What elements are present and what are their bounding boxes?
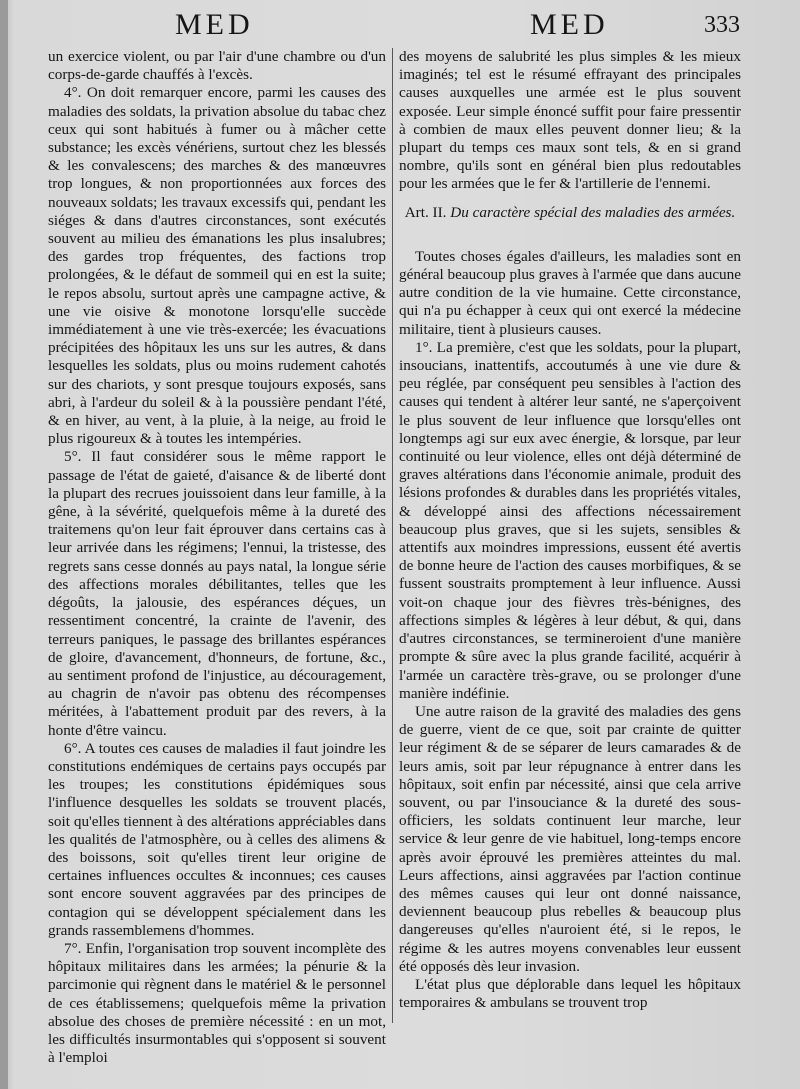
paragraph: L'état plus que déplorable dans lequel les hôpitaux temporaires & ambulans se trouvent trop (399, 975, 741, 1012)
running-head-left: MED (175, 8, 254, 41)
right-column (399, 48, 741, 1012)
binding-edge (0, 0, 8, 1089)
paragraph: 4°. On doit remarquer encore, parmi les causes des maladies des soldats, la privation absolue du tabac chez ceux qui sont habitués à fumer ou à mâcher cette substance; les excès vénériens, surtout chez les blessés & les convalescens; des marches & des manœuvres trop longues, & non proportionnées aux forces des nouveaux soldats; les travaux excessifs qui, pendant les siéges & dans d'autres circonstances, sont exécutés souvent au milieu des émanations les plus insalubres; des gardes trop fréquentes, des factions trop prolongées, & le défaut de sommeil qui en est la suite; le repos absolu, surtout après une campagne active, & une vie oisive & monotone lorsqu'elle succède immédiatement à une vie très-exercée; les évacuations précipitées des hôpitaux les uns sur les autres, & dans lesquelles les soldats, plus ou moins rudement cahotés sur des chariots, y sont presque toujours exposés, sans abri, à l'ardeur du soleil & à la poussière pendant l'été, & en hiver, au vent, à la pluie, à la neige, au froid le plus rigoureux & à toutes les intempéries. (48, 84, 386, 448)
paragraph: Toutes choses égales d'ailleurs, les maladies sont en général beaucoup plus graves à l'armée que dans aucune autre condition de la vie humaine. Cette circonstance, qui n'a pu échapper à ceux qui ont exercé la médecine militaire, tient à plusieurs causes. (399, 247, 741, 338)
article-label: Art. II. (404, 203, 447, 221)
article-title: Du caractère spécial des maladies des armées. (450, 203, 736, 221)
paragraph: 7°. Enfin, l'organisation trop souvent incomplète des hôpitaux militaires dans les armées; la pénurie & la parcimonie qui règnent dans le matériel & le personnel de ces établissemens; quelquefois même la privation absolue des choses de première nécessité : en un mot, les difficultés insurmontables qui s'opposent si souvent à l'emploi (48, 939, 386, 1067)
left-column (48, 48, 386, 1067)
running-header (0, 8, 800, 44)
page-number: 333 (704, 12, 740, 38)
paragraph: un exercice violent, ou par l'air d'une chambre ou d'un corps-de-garde chauffés à l'excès. (48, 48, 386, 84)
running-head-right: MED (530, 8, 609, 41)
paragraph: 1°. La première, c'est que les soldats, pour la plupart, insoucians, inattentifs, accoutumés à une vie dure & peu réglée, par conséquent peu sensibles à l'action des causes qui tendent à altérer leur santé, ne s'aperçoivent le plus souvent de leur influence que lorsqu'elles ont longtemps agi sur eux avec énergie, & lorsque, par leur continuité ou leur violence, elles ont déjà déterminé de graves altérations dans l'économie animale, produit des lésions profondes & durables dans les propriétés vitales, & développé ainsi des affections nécessairement beaucoup plus graves, que si les sujets, sensibles & attentifs aux moindres impressions, eussent été avertis de bonne heure de l'action des causes morbifiques, & se fussent soustraits promptement à leur influence. Aussi voit-on chaque jour des fièvres très-bénignes, des affections simples & légères à leur début, & qui, dans d'autres circonstances, se termineroient d'une manière prompte & sûre avec la plus grande facilité, acquérir à l'armée un caractère très-grave, ou se prolonger d'une manière indéfinie. (399, 338, 741, 702)
article-heading (399, 204, 741, 222)
paragraph: Une autre raison de la gravité des maladies des gens de guerre, vient de ce que, soit par crainte de quitter leur régiment & de se séparer de leurs camarades & de leurs amis, soit par leur répugnance à entrer dans les hôpitaux, soit enfin par nécessité, ainsi que cela arrive souvent, ou par l'insouciance & la dureté des sous-officiers, les soldats continuent leur marche, leur service & leur genre de vie habituel, long-temps encore après avoir éprouvé les premières atteintes du mal. Leurs affections, ainsi aggravées par l'action continue des mêmes causes qui leur ont donné naissance, deviennent beaucoup plus rebelles & beaucoup plus dangereuses qu'elles n'auroient été, si le repos, le régime & les autres moyens convenables leur eussent été opposés dès leur invasion. (399, 702, 741, 975)
paragraph: des moyens de salubrité les plus simples & les mieux imaginés; tel est le résumé effrayant des principales causes auxquelles une armée est le plus souvent exposée. Leur simple énoncé suffit pour faire pressentir à combien de maux elles peuvent donner lieu; & la plupart du temps ces maux sont tels, & en si grand nombre, qu'ils sont en général bien plus redoutables pour les armées que le fer & l'artillerie de l'ennemi. (399, 48, 741, 193)
column-divider (392, 48, 393, 1023)
paragraph: 6°. A toutes ces causes de maladies il faut joindre les constitutions endémiques de certains pays occupés par les troupes; les constitutions épidémiques sous l'influence desquelles les soldats se trouvent placés, soit qu'elles tiennent à des altérations appréciables dans les qualités de l'atmosphère, ou à celles des alimens & des boissons, soit qu'elles tirent leur origine de certaines influences occultes & inconnues; ces causes sont encore souvent aggravées par des principes de contagion qui se développent spécialement dans les grands rassemblemens d'hommes. (48, 739, 386, 939)
paragraph: 5°. Il faut considérer sous le même rapport le passage de l'état de gaieté, d'aisance & de liberté dont la plupart des recrues jouissoient dans leur famille, à la gêne, à la sévérité, quelquefois même à la dureté des traitemens qu'on leur fait éprouver dans certains cas à leur arrivée dans les régimens; l'ennui, la tristesse, des regrets sans cesse donnés au pays natal, la longue série des affections morales débilitantes, telles que les dégoûts, la jalousie, des espérances déçues, un ressentiment concentré, la crainte de l'avenir, des terreurs paniques, le passage des brillantes espérances de gloire, d'avancement, d'honneurs, de fortune, &c., au sentiment profond de l'injustice, au découragement, au chagrin de n'avoir pas obtenu des récompenses méritées, à l'abattement produit par des revers, à la honte d'être vaincu. (48, 448, 386, 739)
